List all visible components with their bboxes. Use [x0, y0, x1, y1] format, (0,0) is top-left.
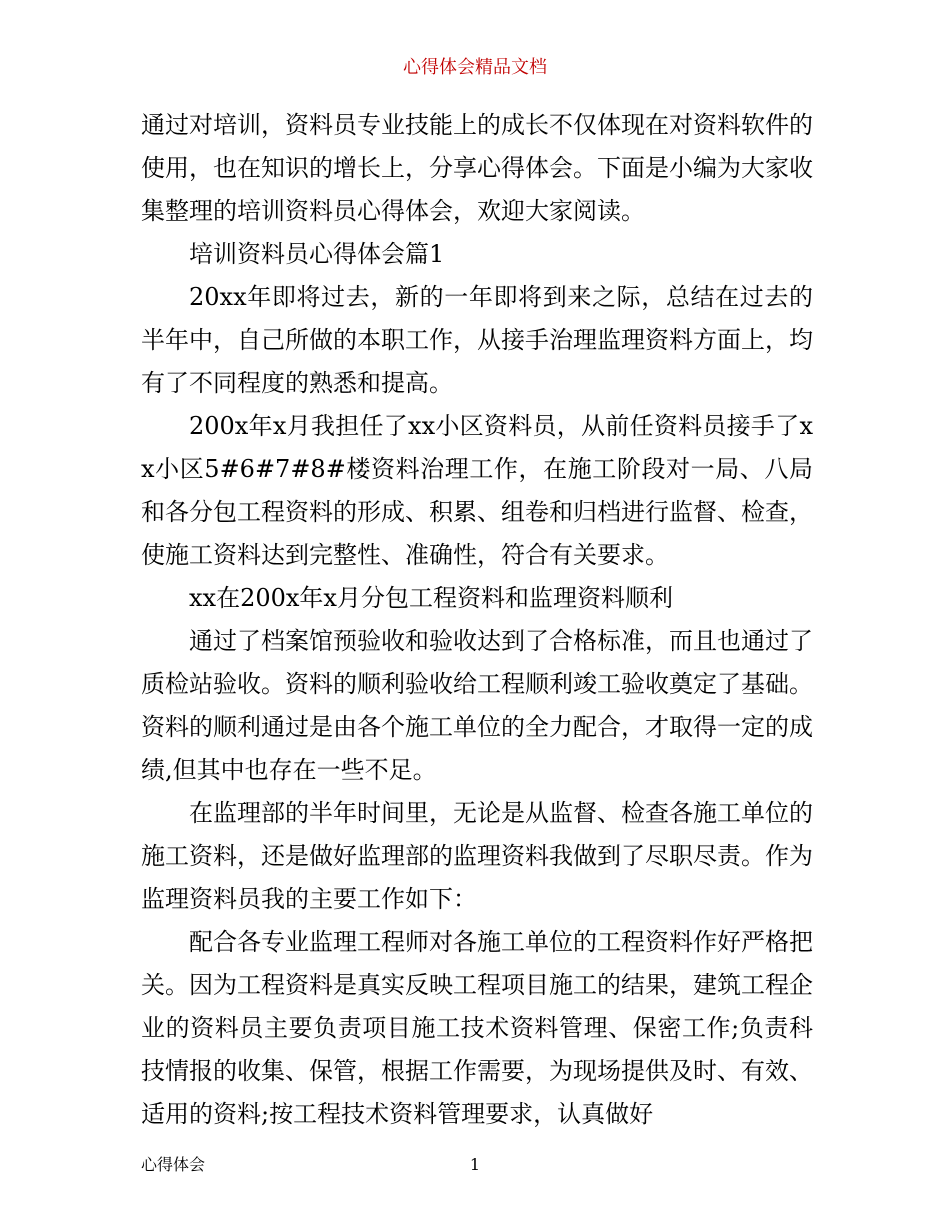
- page-header-title: 心得体会精品文档: [403, 57, 547, 78]
- paragraph: 通过了档案馆预验收和验收达到了合格标准，而且也通过了质检站验收。资料的顺利验收给工程顺利竣工验收奠定了基础。资料的顺利通过是由各个施工单位的全力配合，才取得一定的成绩,但其中也存在一些不足。: [141, 627, 813, 784]
- document-body: [141, 104, 813, 1136]
- section-heading: 培训资料员心得体会篇1: [189, 240, 445, 268]
- paragraph-intro: 通过对培训，资料员专业技能上的成长不仅体现在对资料软件的使用，也在知识的增长上，分享心得体会。下面是小编为大家收集整理的培训资料员心得体会，欢迎大家阅读。: [141, 111, 813, 225]
- paragraph: xx在200x年x月分包工程资料和监理资料顺利: [189, 584, 673, 612]
- paragraph: 在监理部的半年时间里，无论是从监督、检查各施工单位的施工资料，还是做好监理部的监理资料我做到了尽职尽责。作为监理资料员我的主要工作如下：: [141, 799, 813, 913]
- footer-label: 心得体会: [141, 1155, 206, 1174]
- paragraph: 配合各专业监理工程师对各施工单位的工程资料作好严格把关。因为工程资料是真实反映工程项目施工的结果，建筑工程企业的资料员主要负责项目施工技术资料管理、保密工作;负责科技情报的收集、保管，根据工作需要，为现场提供及时、有效、适用的资料;按工程技术资料管理要求，认真做好: [141, 928, 813, 1128]
- paragraph: 200x年x月我担任了xx小区资料员，从前任资料员接手了xx小区5#6#7#8#楼资料治理工作，在施工阶段对一局、八局和各分包工程资料的形成、积累、组卷和归档进行监督、检查，使施工资料达到完整性、准确性，符合有关要求。: [141, 412, 813, 569]
- paragraph: 20xx年即将过去，新的一年即将到来之际，总结在过去的半年中，自己所做的本职工作，从接手治理监理资料方面上，均有了不同程度的熟悉和提高。: [141, 283, 813, 397]
- page-number: 1: [469, 1155, 481, 1174]
